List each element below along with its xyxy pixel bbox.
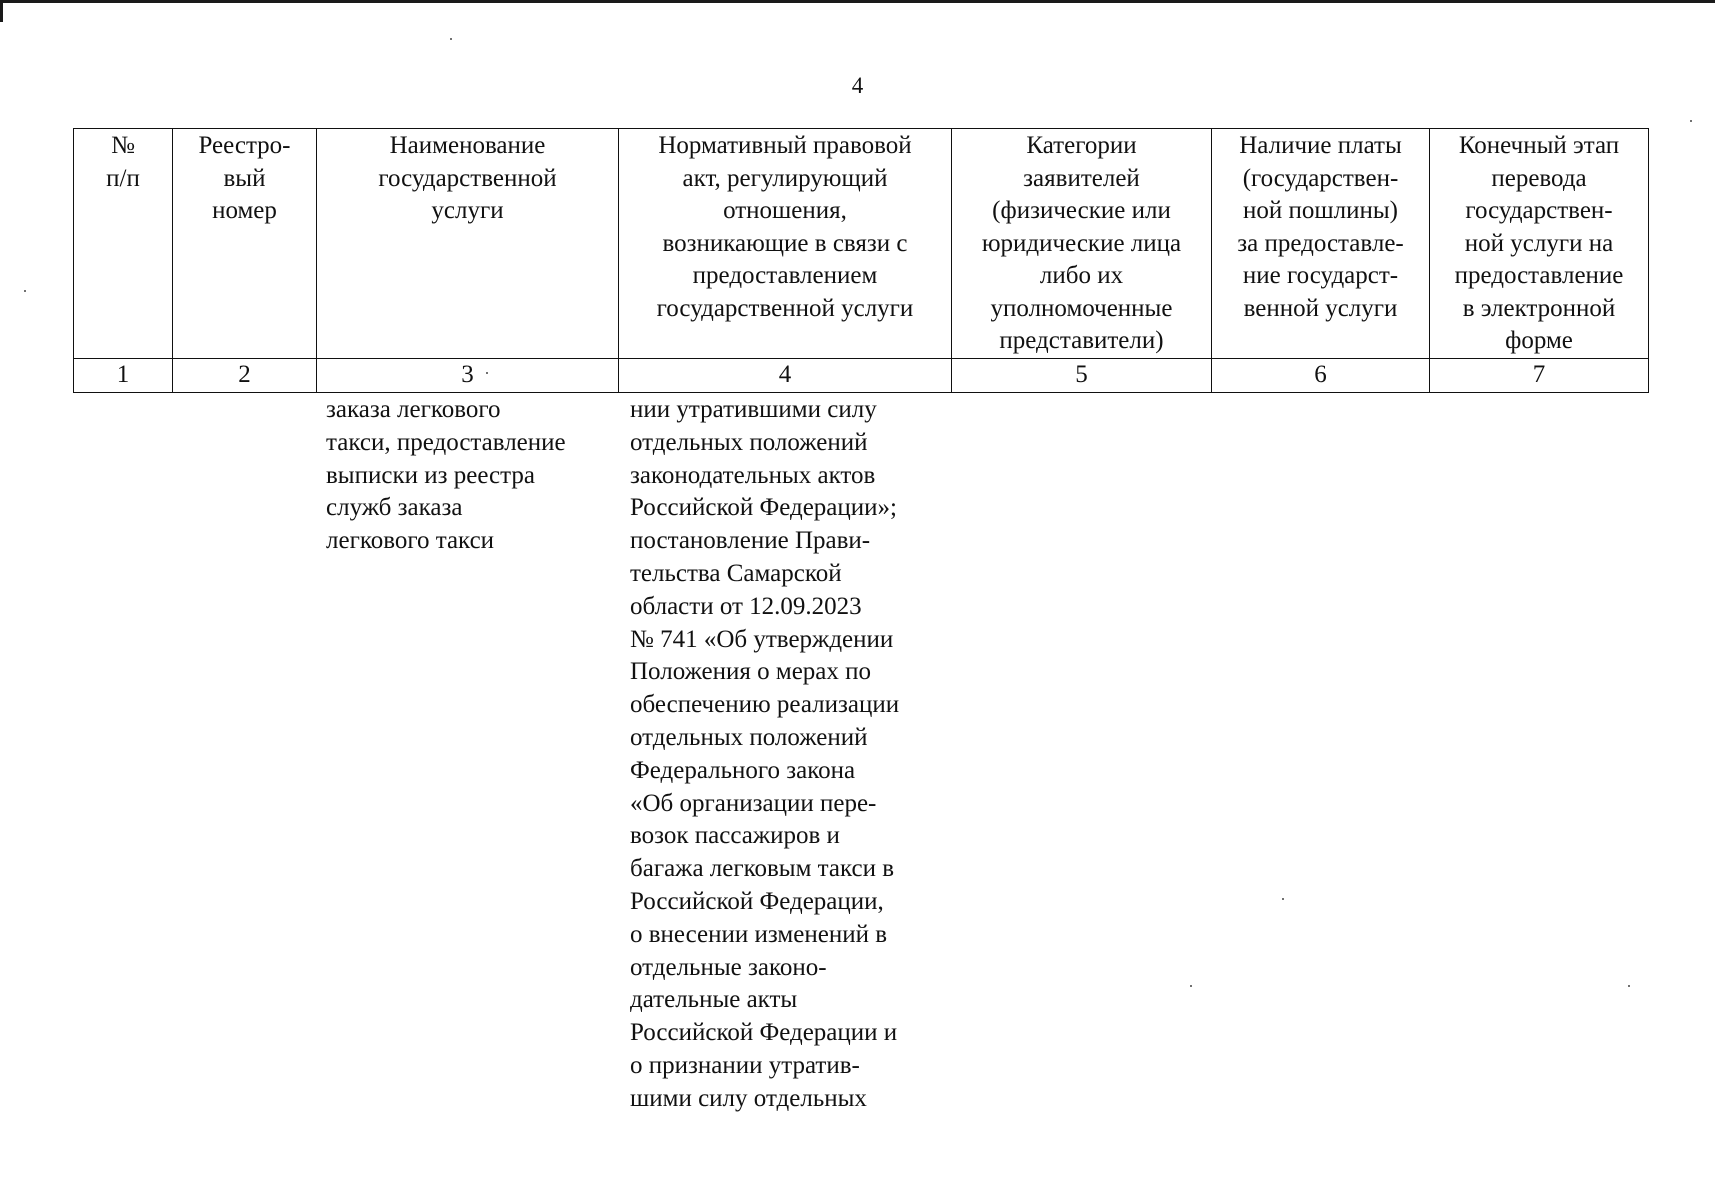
header-legal-act: Нормативный правовой акт, регулирующий отношения, возникающие в связи с предоставлением государственной услуги: [619, 129, 952, 359]
column-number: 5: [952, 359, 1212, 393]
scan-speck: [1628, 985, 1630, 987]
header-row: [74, 129, 1649, 359]
column-number: 6: [1212, 359, 1430, 393]
header-fee: Наличие платы (государствен- ной пошлины) за предоставле- ние государст- венной услуги: [1212, 129, 1430, 359]
scan-edge-left: [0, 0, 3, 22]
page-number: 4: [851, 73, 864, 98]
header-service-name: Наименование государственной услуги: [317, 129, 619, 359]
services-table: [73, 128, 1649, 393]
header-applicant-categories: Категории заявителей (физические или юридические лица либо их уполномоченные представители): [952, 129, 1212, 359]
scan-speck: [450, 38, 452, 40]
scan-speck: [1282, 898, 1284, 900]
scan-edge-top: [0, 0, 1715, 3]
scan-speck: [24, 290, 26, 292]
column-number: 7: [1430, 359, 1649, 393]
column-number: 2: [173, 359, 317, 393]
scan-speck: [486, 372, 488, 374]
scan-speck: [1690, 120, 1692, 122]
header-registry-number: Реестро- вый номер: [173, 129, 317, 359]
scan-speck: [1190, 985, 1192, 987]
column-number: 3: [317, 359, 619, 393]
column-number-row: [74, 359, 1649, 393]
column-number: 4: [619, 359, 952, 393]
header-number: № п/п: [74, 129, 173, 359]
column-number: 1: [74, 359, 173, 393]
service-name-continuation: заказа легкового такси, предоставление выписки из реестра служб заказа легкового такси: [326, 396, 566, 555]
legal-act-continuation: нии утратившими силу отдельных положений законодательных актов Российской Федерации»; постановление Прави- тельства Самарской области от 12.09.2023 № 741 «Об утверждении Положения о мерах по обеспечению реализации отдельных положений Федерального закона «Об организации пере- возок пассажиров и багажа легковым такси в Российской Федерации, о внесении изменений в отдельные законо- дательные акты Российской Федерации и о признании утратив- шими силу отдельных: [630, 396, 900, 1112]
header-electronic-stage: Конечный этап перевода государствен- ной услуги на предоставление в электронной форме: [1430, 129, 1649, 359]
